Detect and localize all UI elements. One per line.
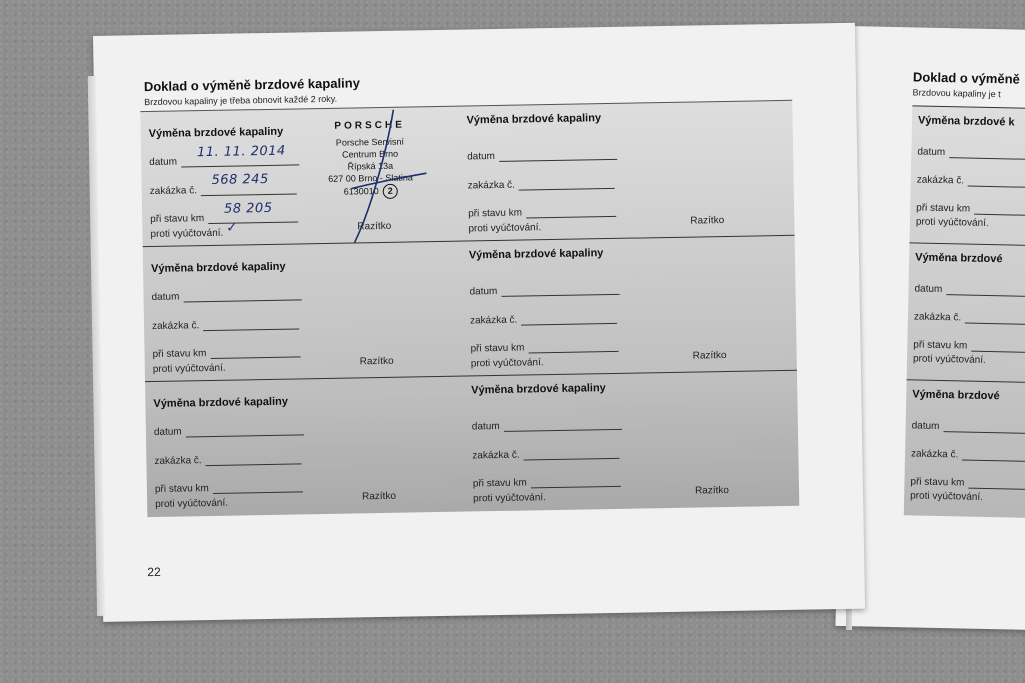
stamp-line: Centrum Brno bbox=[342, 148, 399, 160]
razitko-label: Razítko bbox=[359, 355, 394, 368]
km-field: při stavu km bbox=[468, 206, 616, 220]
handwritten-checkmark: ✓ bbox=[226, 220, 238, 236]
datum-field: datum bbox=[467, 149, 617, 163]
page-subtitle: Brzdovou kapaliny je třeba obnovit každé 2 roky. bbox=[144, 93, 338, 108]
stamp-line: Porsche Servisní bbox=[335, 136, 404, 148]
zakazka-field: zakázka č. bbox=[472, 448, 619, 462]
handwritten-date: 11. 11. 2014 bbox=[196, 143, 286, 161]
datum-field: datum bbox=[149, 154, 299, 168]
right-page-title: Doklad o výměně bbox=[912, 69, 1021, 87]
form-row bbox=[143, 235, 797, 381]
zakazka-field: zakázka č. bbox=[154, 453, 301, 467]
km-field: při stavu km bbox=[470, 341, 618, 355]
page-number: 22 bbox=[147, 564, 161, 580]
form-cell bbox=[469, 236, 797, 377]
entry-heading: Výměna brzdové bbox=[912, 388, 1000, 403]
razitko-label: Razítko bbox=[694, 484, 730, 497]
stamp-badge: 2 bbox=[383, 184, 398, 199]
form-cell-filled bbox=[140, 106, 468, 247]
zakazka-field: zakázka č. bbox=[468, 178, 615, 192]
razitko-label: Razítko bbox=[361, 490, 397, 503]
stamp-line: 627 00 Brno - Slatina bbox=[328, 172, 413, 184]
entry-heading: Výměna brzdové kapaliny bbox=[153, 395, 289, 411]
razitko-label: Razítko bbox=[692, 349, 727, 362]
km-field: při stavu km bbox=[910, 476, 1025, 490]
km-field: při stavu km bbox=[152, 346, 300, 360]
km-field: při stavu km bbox=[913, 339, 1025, 353]
proti-label: proti vyúčtování. bbox=[473, 492, 547, 505]
form-cell bbox=[466, 101, 794, 242]
form-cell bbox=[143, 241, 471, 382]
entry-heading: Výměna brzdové kapaliny bbox=[148, 125, 284, 141]
km-field: při stavu km bbox=[150, 211, 298, 225]
proti-label: proti vyúčtování. bbox=[152, 362, 226, 376]
zakazka-field: zakázka č. bbox=[914, 311, 1025, 325]
datum-field: datum bbox=[912, 420, 1025, 434]
datum-field: datum bbox=[917, 146, 1025, 160]
right-form-row bbox=[907, 242, 1025, 383]
km-field: při stavu km bbox=[916, 202, 1025, 216]
handwritten-mileage: 58 205 bbox=[223, 200, 273, 217]
razitko-label: Razítko bbox=[690, 215, 725, 227]
entry-heading: Výměna brzdové kapaliny bbox=[150, 260, 286, 276]
page-title: Doklad o výměně brzdové kapaliny bbox=[143, 75, 361, 95]
razitko-label: Razítko bbox=[357, 220, 392, 233]
stamp-line: 6130010 2 bbox=[326, 183, 416, 200]
proti-label: proti vyúčtování. bbox=[470, 357, 544, 370]
proti-label: proti vyúčtování. bbox=[468, 222, 542, 235]
km-field: při stavu km bbox=[473, 476, 621, 490]
handwritten-order-number: 568 245 bbox=[211, 171, 269, 188]
entry-heading: Výměna brzdové k bbox=[917, 114, 1015, 129]
zakazka-field: zakázka č. bbox=[470, 313, 617, 327]
entry-heading: Výměna brzdové kapaliny bbox=[468, 247, 604, 262]
proti-label: proti vyúčtování. bbox=[150, 227, 224, 241]
zakazka-field: zakázka č. bbox=[917, 174, 1025, 188]
right-page-form bbox=[904, 105, 1025, 519]
datum-field: datum bbox=[469, 284, 619, 298]
zakazka-field: zakázka č. bbox=[152, 318, 299, 332]
right-form-row bbox=[909, 105, 1025, 246]
form-row bbox=[145, 370, 799, 516]
left-page bbox=[93, 23, 865, 622]
form-area bbox=[140, 100, 799, 517]
datum-field: datum bbox=[151, 289, 301, 303]
proti-label: proti vyúčtování. bbox=[910, 490, 984, 503]
zakazka-field: zakázka č. bbox=[150, 183, 297, 197]
entry-heading: Výměna brzdové bbox=[915, 251, 1003, 266]
proti-label: proti vyúčtování. bbox=[915, 216, 989, 229]
right-page-subtitle: Brzdovou kapaliny je t bbox=[912, 87, 1001, 100]
datum-field: datum bbox=[914, 283, 1025, 297]
form-cell bbox=[145, 376, 473, 517]
proti-label: proti vyúčtování. bbox=[155, 497, 229, 510]
right-form-row bbox=[904, 379, 1025, 520]
porsche-logo: PORSCHE bbox=[334, 119, 405, 132]
entry-heading: Výměna brzdové kapaliny bbox=[466, 112, 602, 127]
datum-field: datum bbox=[472, 419, 622, 433]
stamp-line: Řípská 13a bbox=[347, 160, 394, 172]
datum-field: datum bbox=[154, 424, 304, 438]
form-row bbox=[140, 100, 794, 246]
entry-heading: Výměna brzdové kapaliny bbox=[471, 382, 606, 397]
km-field: při stavu km bbox=[155, 481, 303, 495]
zakazka-field: zakázka č. bbox=[911, 448, 1025, 462]
form-cell bbox=[471, 371, 799, 512]
proti-label: proti vyúčtování. bbox=[912, 353, 986, 366]
